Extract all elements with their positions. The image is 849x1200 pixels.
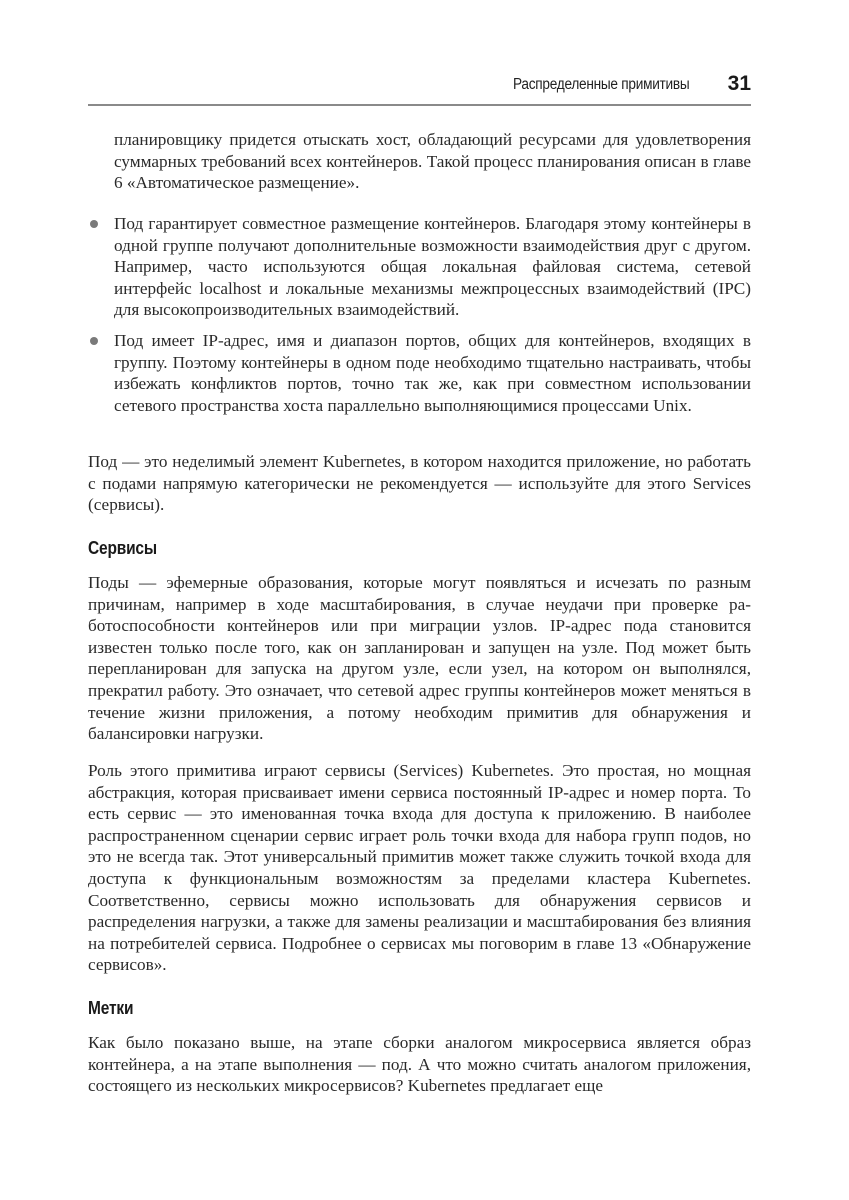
running-header xyxy=(88,72,751,106)
bullet-list xyxy=(88,213,751,425)
section-heading-services: Сервисы xyxy=(88,538,157,558)
paragraph-services-2: Роль этого примитива играют сервисы (Services) Kubernetes. Это простая, но мощная абстракция, которая присваивает имени сервиса постоянный IP-адрес и номер порта. То есть сервис — это именованная точка входа для доступа к приложению. В наиболее распространенном сценарии сервис играет роль точки входа для набора групп подов, но это не всегда так. Этот универсальный примитив может также служить точкой входа для доступа к функциональным возможностям за пределами кластера Kubernetes. Соответственно, сервисы можно использовать для обнаружения сервисов и распределения нагрузки, а также для замены реализации и масштабирования без влияния на потребителей сервиса. Подробнее о сервисах мы поговорим в главе 13 «Обнаружение сервисов». xyxy=(88,761,751,975)
bullet-item xyxy=(88,330,751,416)
paragraph-labels-1: Как было показано выше, на этапе сборки аналогом микросервиса является образ контейнера, а на этапе выполнения — под. А что можно считать аналогом приложения, состоящего из нескольких микросервисов? Kubernetes предлагает еще xyxy=(88,1033,751,1096)
bullet-icon xyxy=(90,337,98,345)
bullet-text: Под имеет IP-адрес, имя и диапазон портов, общих для контейнеров, входящих в группу. Поэтому контейнеры в одном поде необходимо тщательно настраивать, чтобы избежать конфликтов портов, точно так же, как при совместном использовании сетевого пространства хоста параллельно выполняющимися процессами Unix. xyxy=(114,330,751,415)
bullet-item xyxy=(88,213,751,321)
paragraph-pod: Под — это неделимый элемент Kubernetes, в котором находится приложение, но работать с подами напрямую категорически не рекомендуется — используйте для этого Services (сервисы). xyxy=(88,452,751,515)
paragraph-services-1: Поды — эфемерные образования, которые могут появляться и исчезать по разным причинам, например в ходе масштабирования, в случае неудачи при проверке работоспособности контейнеров или при миграции узлов. IP-адрес пода становится известен только после того, как он запланирован и запущен на узле. Под может быть перепланирован для запуска на другом узле, если узел, на котором он выполнялся, прекратил работу. Это означает, что сетевой адрес группы контейнеров может меняться в течение жизни приложения, а потому необходим примитив для обнаружения и балансировки нагрузки. xyxy=(88,573,751,744)
running-title: Распределенные примитивы xyxy=(512,76,689,93)
bullet-icon xyxy=(90,220,98,228)
page-number: 31 xyxy=(727,72,751,95)
section-heading-labels: Метки xyxy=(88,998,134,1018)
continuation-paragraph: планировщику придется отыскать хост, обладающий ресурсами для удовлетворения суммарных требований всех контейнеров. Такой процесс планирования описан в главе 6 «Автоматическое размещение». xyxy=(114,130,751,193)
bullet-text: Под гарантирует совместное размещение контейнеров. Благодаря этому контейнеры в одной группе получают дополнительные возможности взаимодействия друг с другом. Например, часто используются общая локальная файловая система, сетевой интерфейс localhost и локальные механизмы межпроцессных взаимодействий (IPC) для высокопроизводительных взаимодействий. xyxy=(114,214,751,320)
